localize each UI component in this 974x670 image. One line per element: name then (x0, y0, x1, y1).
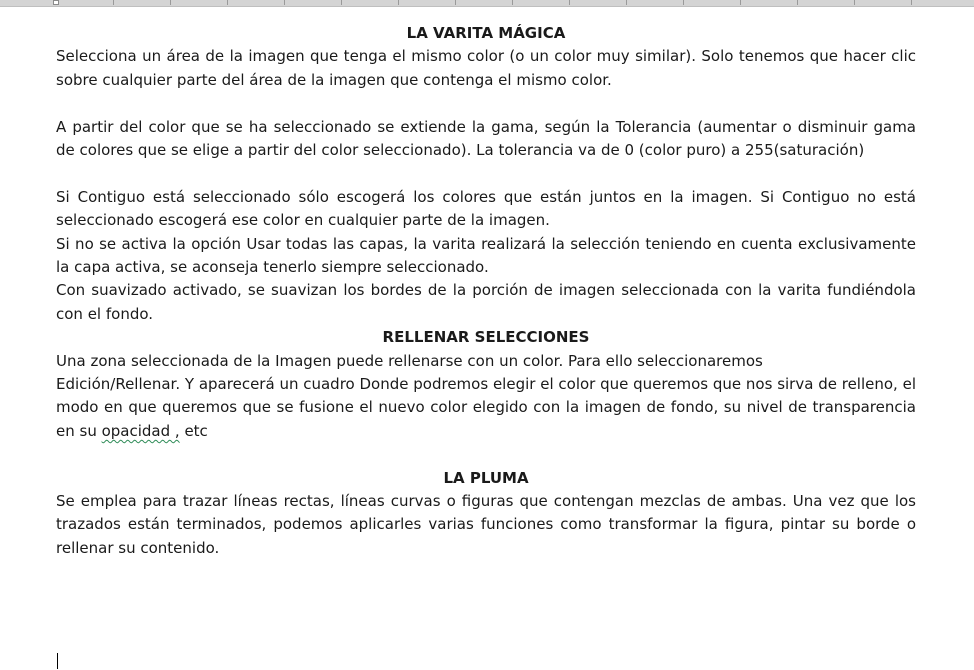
ruler-tick (512, 0, 513, 5)
spellcheck-flagged-word[interactable]: opacidad , (101, 421, 180, 440)
paragraph-contiguo: Si Contiguo está seleccionado sólo escogerá los colores que están juntos en la imagen. Si Contiguo no está seleccionado escogerá ese color en cualquier parte de la imagen. (56, 187, 916, 230)
heading-la-pluma: LA PLUMA (443, 468, 529, 487)
document-body[interactable] (56, 22, 916, 560)
ruler-tick (227, 0, 228, 5)
paragraph-rellenar-line1: Una zona seleccionada de la Imagen puede rellenarse con un color. Para ello seleccionaremos (56, 351, 763, 370)
horizontal-ruler (0, 0, 974, 7)
ruler-indent-marker[interactable] (53, 0, 59, 5)
paragraph-tolerancia: A partir del color que se ha seleccionado se extiende la gama, según la Tolerancia (aumentar o disminuir gama de colores que se elige a partir del color seleccionado). La tolerancia va de 0 (color puro) a 255(saturación) (56, 117, 916, 160)
rellenar-body-tail: etc (179, 421, 208, 440)
blank-line (56, 443, 916, 466)
rellenar-body-text: Edición/Rellenar. Y aparecerá un cuadro Donde podremos elegir el color que queremos que nos sirva de relleno, el modo en que queremos que se fusione el nuevo color elegido con la imagen de fondo, su nivel de transparencia en su (56, 375, 916, 440)
ruler-tick (911, 0, 912, 5)
paragraph-capas: Si no se activa la opción Usar todas las capas, la varita realizará la selección teniendo en cuenta exclusivamente la capa activa, se aconseja tenerlo siempre seleccionado. (56, 234, 916, 277)
paragraph-pluma: Se emplea para trazar líneas rectas, líneas curvas o figuras que contengan mezclas de ambas. Una vez que los trazados están terminados, podemos aplicarles varias funciones como transformar la figura, pintar su borde o rellenar su contenido. (56, 492, 916, 557)
ruler-tick (398, 0, 399, 5)
paragraph-varita-intro: Selecciona un área de la imagen que tenga el mismo color (o un color muy similar). Solo tenemos que hacer clic sobre cualquier parte del área de la imagen que contenga el mismo color. (56, 47, 916, 89)
ruler-tick (113, 0, 114, 5)
ruler-tick (797, 0, 798, 5)
paragraph-rellenar-body (56, 373, 916, 443)
ruler-tick (341, 0, 342, 5)
ruler-tick (284, 0, 285, 5)
ruler-tick (170, 0, 171, 5)
ruler-tick (854, 0, 855, 5)
ruler-tick (683, 0, 684, 5)
heading-rellenar-selecciones: RELLENAR SELECCIONES (382, 328, 590, 347)
blank-line (56, 162, 916, 185)
paragraph-suavizado: Con suavizado activado, se suavizan los bordes de la porción de imagen seleccionada con la varita fundiéndola con el fondo. (56, 281, 916, 323)
text-cursor (57, 653, 58, 669)
blank-line (56, 92, 916, 115)
heading-varita-magica: LA VARITA MÁGICA (406, 24, 566, 42)
ruler-tick (455, 0, 456, 5)
ruler-tick (740, 0, 741, 5)
ruler-tick (569, 0, 570, 5)
ruler-tick (626, 0, 627, 5)
